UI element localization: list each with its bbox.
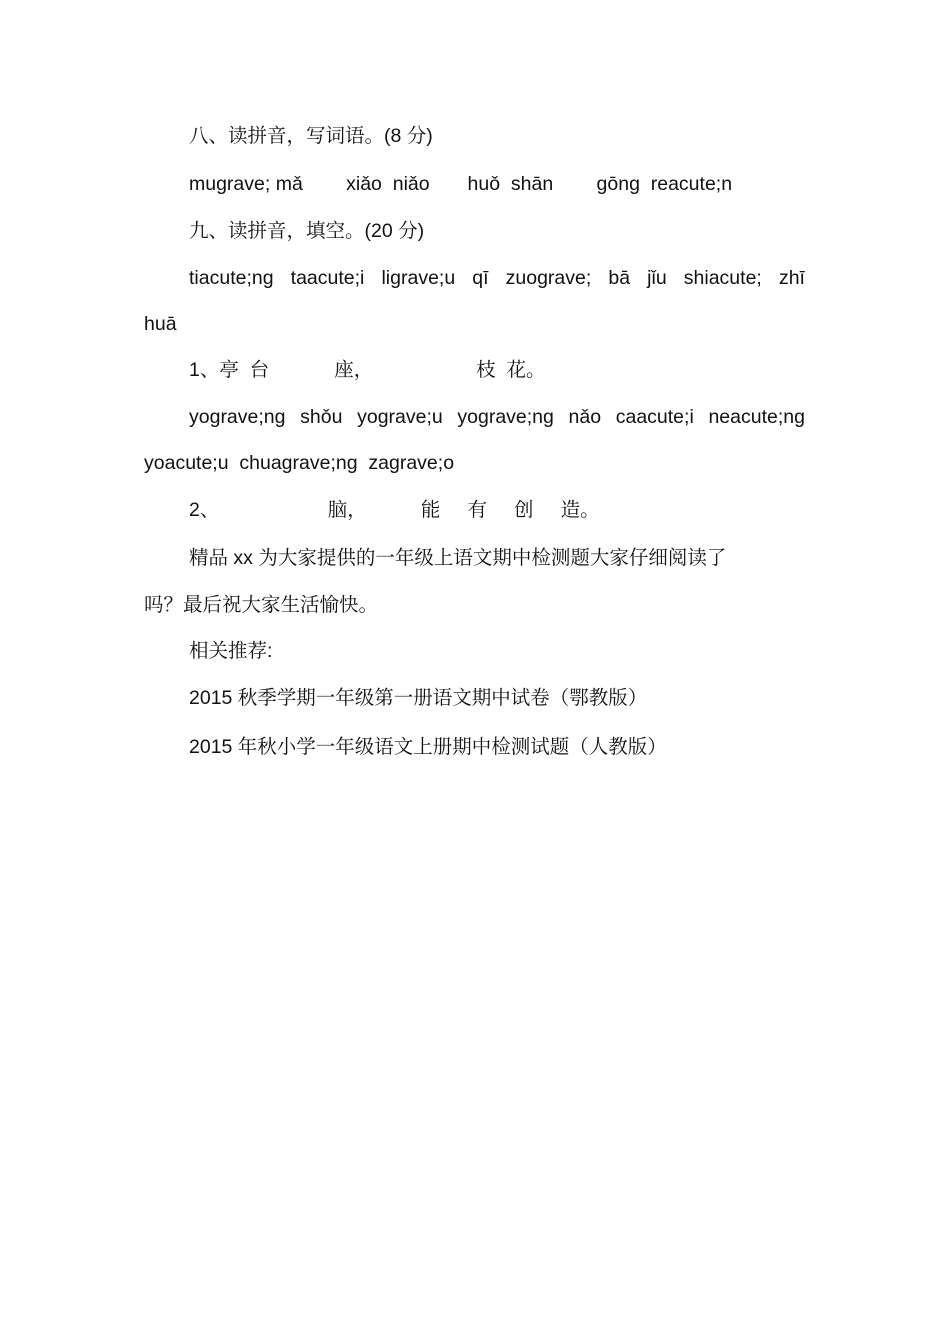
question-9-heading: 九、读拼音，填空。(20 分) <box>189 220 425 242</box>
closing-paragraph-line-2: 吗？最后祝大家生活愉快。 <box>144 594 379 616</box>
pinyin-word: yograve;ng <box>457 406 554 428</box>
pinyin-word: zhī <box>778 267 805 289</box>
pinyin-word: taacute;i <box>290 267 365 289</box>
pinyin-word: bā <box>608 267 631 289</box>
question-9-pinyin-line-2-continued: yoacute;u chuagrave;ng zagrave;o <box>144 452 455 474</box>
related-link-1[interactable]: 2015 秋季学期一年级第一册语文期中试卷（鄂教版） <box>189 687 648 709</box>
question-8-heading: 八、读拼音，写词语。(8 分) <box>189 125 433 147</box>
related-link-2[interactable]: 2015 年秋小学一年级语文上册期中检测试题（人教版） <box>189 736 667 758</box>
pinyin-word: tiacute;ng <box>189 267 274 289</box>
question-9-blank-1: 1、亭 台 座， 枝 花。 <box>189 359 546 381</box>
pinyin-word: zuograve; <box>505 267 592 289</box>
related-heading: 相关推荐: <box>189 640 273 662</box>
pinyin-word: qī <box>472 267 489 289</box>
closing-paragraph-line-1: 精品 xx 为大家提供的一年级上语文期中检测题大家仔细阅读了 <box>189 547 727 569</box>
question-9-pinyin-line-1-continued: huā <box>144 313 177 335</box>
pinyin-word: yograve;ng <box>189 406 286 428</box>
question-9-blank-2: 2、 脑， 能 有 创 造。 <box>189 499 600 521</box>
question-9-pinyin-line-1 <box>189 266 805 290</box>
question-9-pinyin-line-2 <box>189 405 805 429</box>
pinyin-word: caacute;i <box>615 406 694 428</box>
pinyin-word: nǎo <box>568 406 602 428</box>
question-8-pinyin: mugrave; mǎ xiǎo niǎo huǒ shān gōng reacute;n <box>189 173 733 195</box>
pinyin-word: jǐu <box>647 267 667 289</box>
pinyin-word: yograve;u <box>357 406 443 428</box>
pinyin-word: shǒu <box>300 406 343 428</box>
pinyin-word: shiacute; <box>683 267 762 289</box>
pinyin-word: neacute;ng <box>708 406 805 428</box>
pinyin-word: ligrave;u <box>381 267 456 289</box>
